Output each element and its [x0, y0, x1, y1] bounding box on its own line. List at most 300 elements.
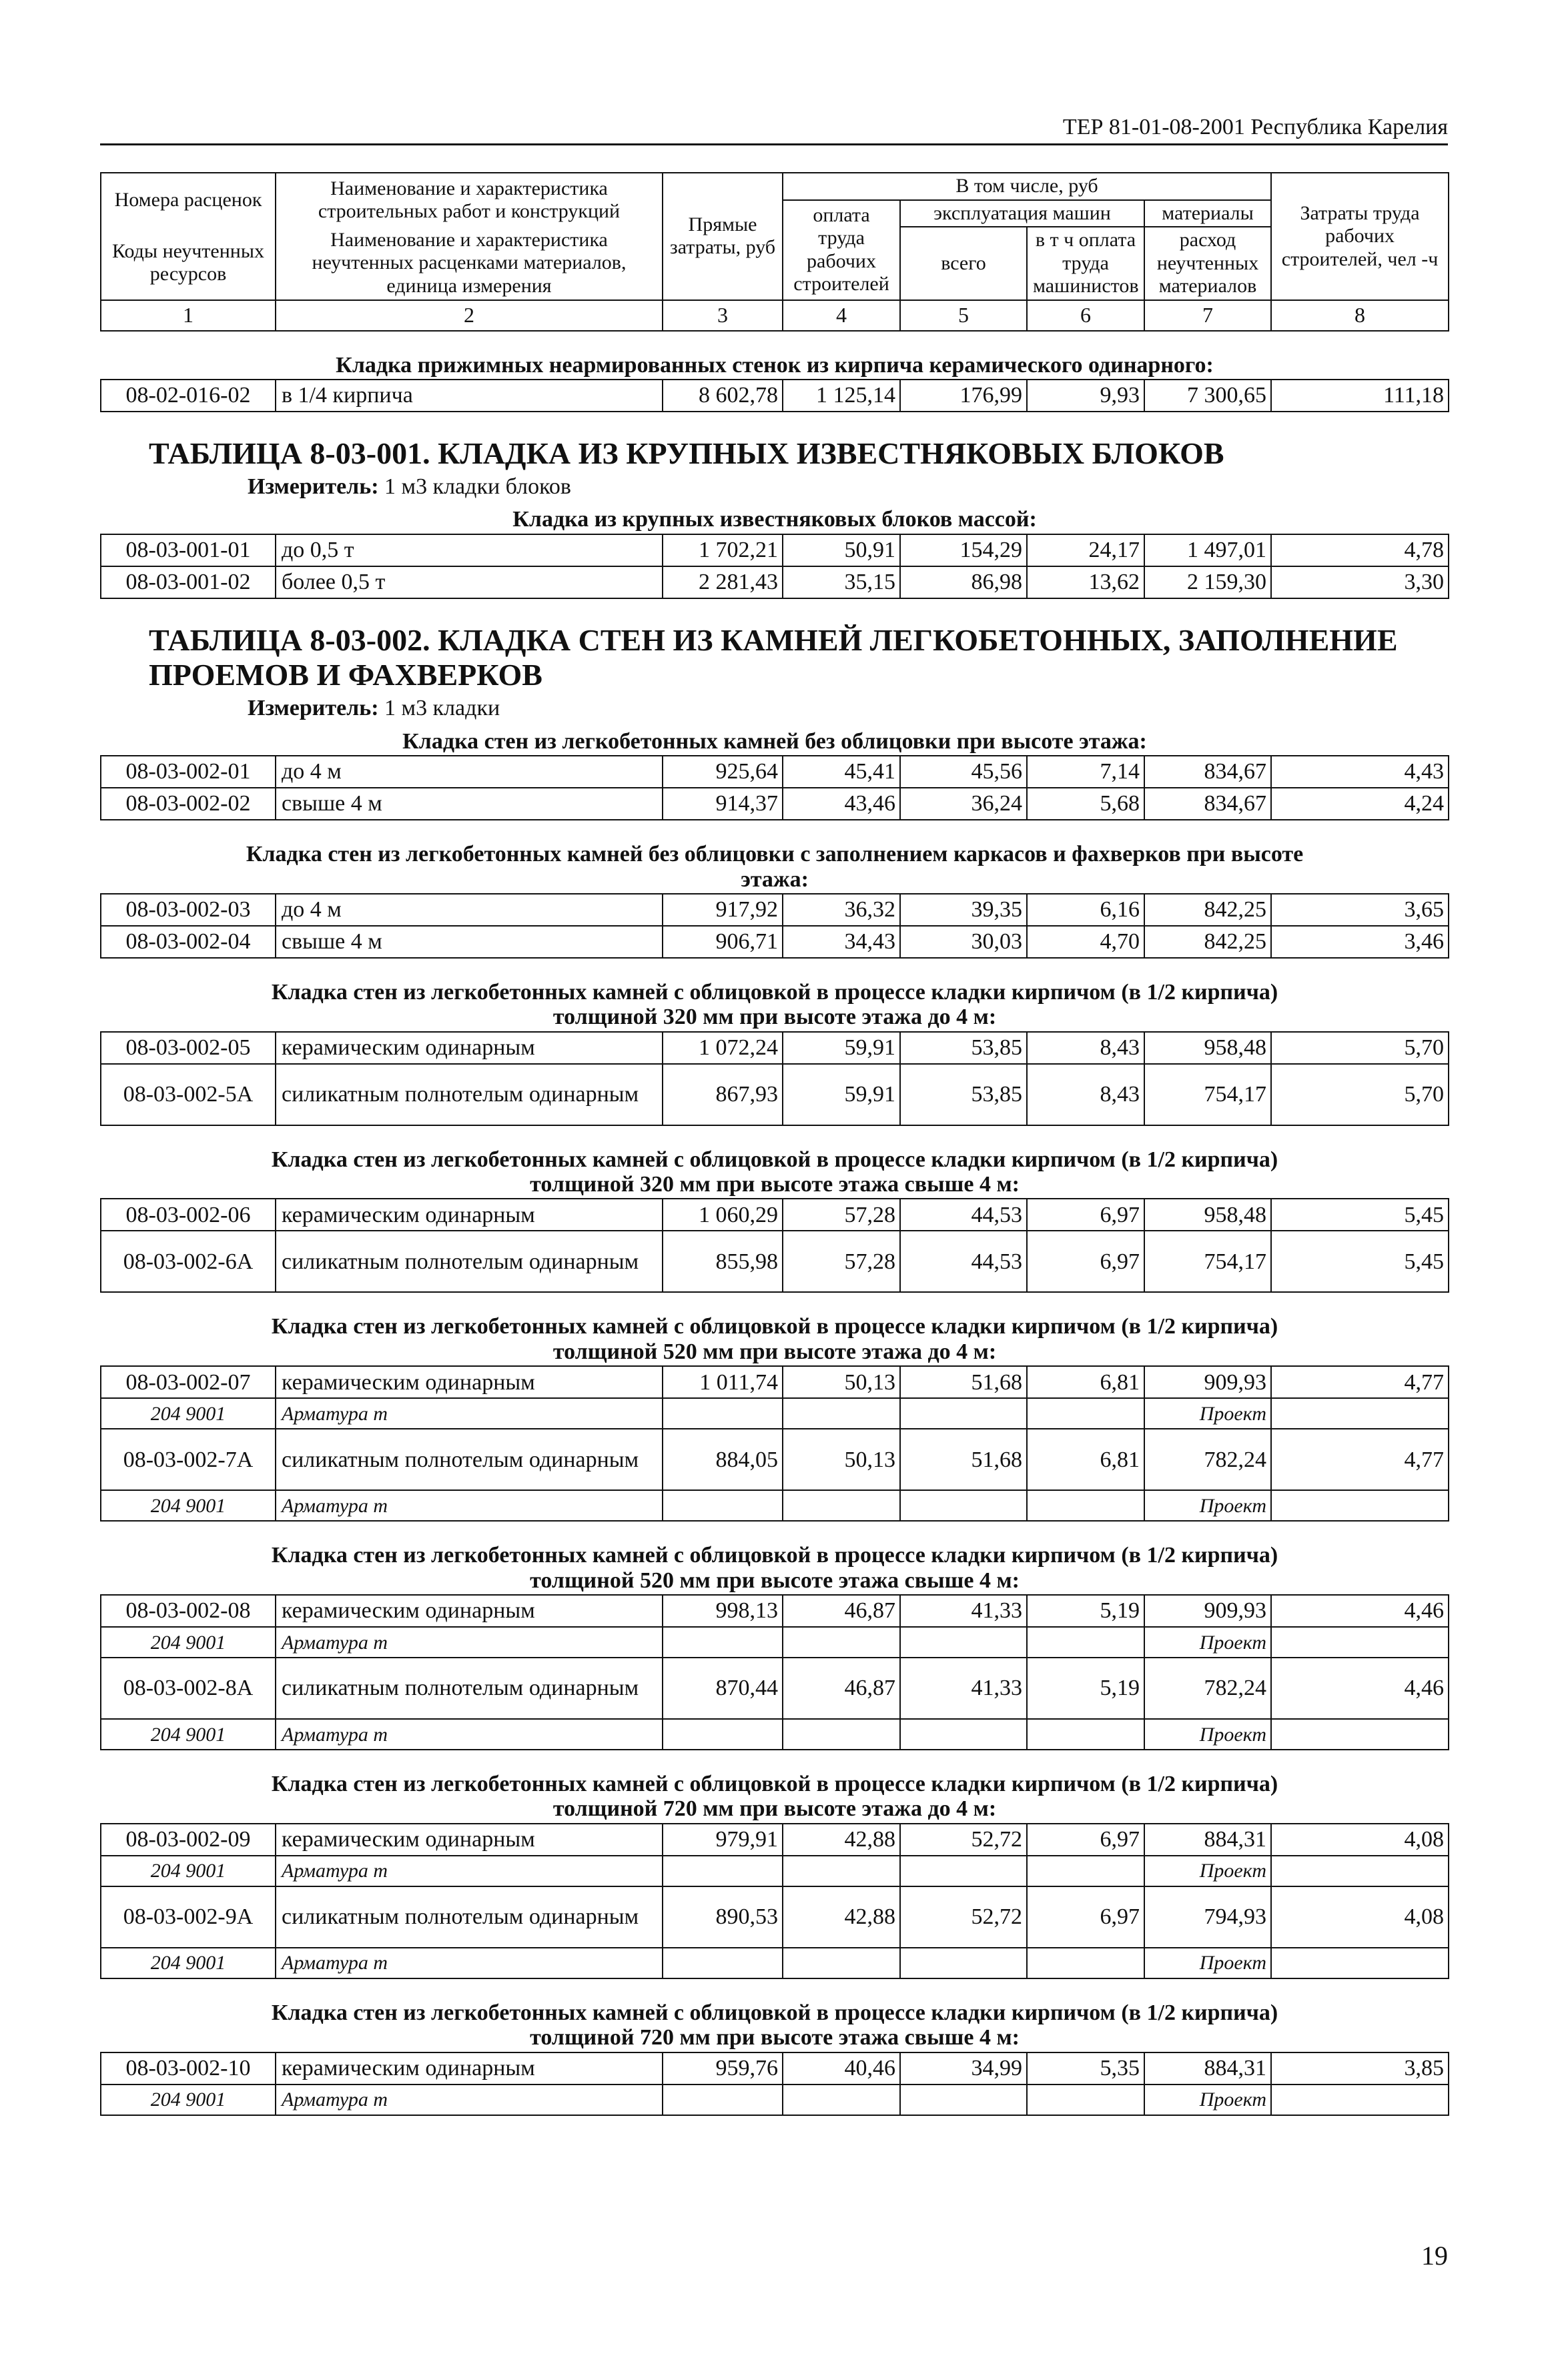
materials-cost: 7 300,65: [1144, 380, 1271, 412]
caption-line-2: толщиной 520 мм при высоте этажа свыше 4 м:: [530, 1568, 1020, 1593]
machines-total: 52,72: [900, 1824, 1027, 1856]
caption-line: Кладка стен из легкобетонных камней с облицовкой в процессе кладки кирпичом (в 1/2 кирпича): [271, 2000, 1278, 2025]
machines-total: 34,99: [900, 2052, 1027, 2085]
section-caption-row: [101, 725, 1449, 756]
empty-cell: [900, 1627, 1027, 1658]
work-name: силикатным полнотелым одинарным: [276, 1064, 663, 1125]
spacer: [101, 1750, 1449, 1768]
col-name-top: Наименование и характеристика строительных работ и конструкций: [276, 173, 663, 227]
table-row: [101, 1032, 1449, 1064]
machines-labor: 6,97: [1027, 1824, 1144, 1856]
rate-code: 08-03-001-01: [101, 534, 276, 566]
column-numbers-row: [101, 300, 1449, 331]
materials-cost: 842,25: [1144, 894, 1271, 926]
labor-pay: 59,91: [783, 1032, 900, 1064]
empty-cell: [783, 1948, 900, 1978]
labor-hours: 5,70: [1271, 1064, 1449, 1125]
caption-line: Кладка стен из легкобетонных камней с облицовкой в процессе кладки кирпичом (в 1/2 кирпича): [271, 1314, 1278, 1339]
resource-row: [101, 1398, 1449, 1429]
empty-cell: [1027, 2085, 1144, 2115]
col-num: 5: [900, 300, 1027, 331]
work-name: до 4 м: [276, 894, 663, 926]
empty-cell: [783, 1490, 900, 1521]
machines-labor: 24,17: [1027, 534, 1144, 566]
section-caption-row: [101, 349, 1449, 380]
table-title-row: [101, 430, 1449, 472]
rate-code: 08-03-002-04: [101, 926, 276, 958]
labor-hours: 5,70: [1271, 1032, 1449, 1064]
empty-cell: [663, 2085, 783, 2115]
labor-pay: 50,13: [783, 1366, 900, 1398]
table-title: ТАБЛИЦА 8-03-002. КЛАДКА СТЕН ИЗ КАМНЕЙ ЛЕГКОБЕТОННЫХ, ЗАПОЛНЕНИЕ ПРОЕМОВ И ФАХВЕРКОВ: [149, 622, 1398, 692]
direct-cost: 1 060,29: [663, 1199, 783, 1231]
section-caption: [101, 503, 1449, 534]
resource-name: Арматура т: [276, 1490, 663, 1521]
empty-cell: [1027, 1490, 1144, 1521]
machines-labor: 8,43: [1027, 1064, 1144, 1125]
spacer: [101, 598, 1449, 616]
work-name: керамическим одинарным: [276, 1366, 663, 1398]
empty-cell: [663, 1948, 783, 1978]
machines-labor: 5,19: [1027, 1595, 1144, 1627]
resource-materials: Проект: [1144, 1398, 1271, 1429]
rate-code: 08-03-002-6А: [101, 1231, 276, 1292]
machines-labor: 13,62: [1027, 566, 1144, 598]
resource-row: [101, 1719, 1449, 1750]
section-caption-row: [101, 1768, 1449, 1824]
col-labor-pay: оплата труда рабочих строителей: [783, 200, 900, 300]
materials-cost: 834,67: [1144, 756, 1271, 788]
resource-name: Арматура т: [276, 1719, 663, 1750]
labor-hours: 3,65: [1271, 894, 1449, 926]
machines-labor: 6,81: [1027, 1366, 1144, 1398]
machines-total: 39,35: [900, 894, 1027, 926]
resource-materials: Проект: [1144, 2085, 1271, 2115]
spacer: [101, 1978, 1449, 1996]
direct-cost: 1 011,74: [663, 1366, 783, 1398]
table-row: [101, 1231, 1449, 1292]
table-title-row: [101, 616, 1449, 694]
labor-hours: 3,85: [1271, 2052, 1449, 2085]
machines-labor: 8,43: [1027, 1032, 1144, 1064]
caption-line-2: толщиной 720 мм при высоте этажа до 4 м:: [552, 1796, 997, 1822]
header-rule: [100, 143, 1448, 145]
col-incl-group: В том числе, руб: [783, 173, 1271, 200]
rate-code: 08-03-002-7А: [101, 1429, 276, 1490]
work-name: силикатным полнотелым одинарным: [276, 1886, 663, 1948]
rate-code: 08-03-002-5А: [101, 1064, 276, 1125]
table-title: ТАБЛИЦА 8-03-001. КЛАДКА ИЗ КРУПНЫХ ИЗВЕСТНЯКОВЫХ БЛОКОВ: [149, 436, 1224, 470]
col-num: 8: [1271, 300, 1449, 331]
col-num: 3: [663, 300, 783, 331]
spacer-row: [101, 331, 1449, 349]
section-caption-row: [101, 976, 1449, 1032]
labor-pay: 1 125,14: [783, 380, 900, 412]
resource-code: 204 9001: [101, 1398, 276, 1429]
machines-labor: 7,14: [1027, 756, 1144, 788]
table-row: [101, 1199, 1449, 1231]
table-row: [101, 534, 1449, 566]
spacer: [101, 412, 1449, 430]
labor-pay: 57,28: [783, 1231, 900, 1292]
resource-materials: Проект: [1144, 1627, 1271, 1658]
materials-cost: 782,24: [1144, 1658, 1271, 1719]
empty-cell: [1271, 1856, 1449, 1886]
machines-labor: 6,97: [1027, 1886, 1144, 1948]
spacer: [101, 1292, 1449, 1310]
rate-code: 08-03-002-09: [101, 1824, 276, 1856]
section-caption-row: [101, 1143, 1449, 1199]
materials-cost: 782,24: [1144, 1429, 1271, 1490]
labor-hours: 5,45: [1271, 1199, 1449, 1231]
labor-pay: 42,88: [783, 1886, 900, 1948]
labor-pay: 34,43: [783, 926, 900, 958]
materials-cost: 754,17: [1144, 1064, 1271, 1125]
meter-label: Измеритель:: [248, 474, 379, 499]
rate-code: 08-03-002-07: [101, 1366, 276, 1398]
spacer-row: [101, 958, 1449, 976]
section-caption: [101, 725, 1449, 756]
section-caption-row: [101, 503, 1449, 534]
table-row: [101, 2052, 1449, 2085]
empty-cell: [663, 1719, 783, 1750]
section-caption: [101, 1768, 1449, 1824]
labor-pay: 45,41: [783, 756, 900, 788]
resource-materials: Проект: [1144, 1948, 1271, 1978]
labor-pay: 40,46: [783, 2052, 900, 2085]
rate-code: 08-02-016-02: [101, 380, 276, 412]
meter-value: 1 м3 кладки блоков: [384, 474, 571, 499]
machines-total: 53,85: [900, 1032, 1027, 1064]
work-name: свыше 4 м: [276, 788, 663, 820]
table-row: [101, 1658, 1449, 1719]
caption-line-2: этажа:: [741, 866, 809, 892]
table-body: [101, 173, 1449, 2115]
table-row: [101, 1429, 1449, 1490]
col-machines: эксплуатация машин: [900, 200, 1144, 227]
resource-name: Арматура т: [276, 1627, 663, 1658]
empty-cell: [783, 1398, 900, 1429]
machines-labor: 5,35: [1027, 2052, 1144, 2085]
rate-code: 08-03-002-9А: [101, 1886, 276, 1948]
spacer: [101, 958, 1449, 976]
table-row: [101, 1064, 1449, 1125]
labor-pay: 50,13: [783, 1429, 900, 1490]
section-caption-row: [101, 1310, 1449, 1366]
caption-line: Кладка стен из легкобетонных камней без облицовки при высоте этажа:: [402, 728, 1147, 754]
machines-total: 51,68: [900, 1366, 1027, 1398]
empty-cell: [783, 1627, 900, 1658]
rate-code: 08-03-002-02: [101, 788, 276, 820]
work-name: силикатным полнотелым одинарным: [276, 1231, 663, 1292]
section-caption: [101, 1310, 1449, 1366]
work-name: керамическим одинарным: [276, 1824, 663, 1856]
work-name: до 4 м: [276, 756, 663, 788]
section-caption-row: [101, 838, 1449, 894]
spacer-row: [101, 1521, 1449, 1539]
empty-cell: [783, 1719, 900, 1750]
labor-hours: 111,18: [1271, 380, 1449, 412]
meter: [101, 693, 1449, 724]
caption-line: Кладка стен из легкобетонных камней с облицовкой в процессе кладки кирпичом (в 1/2 кирпича): [271, 1543, 1278, 1568]
meter-row: [101, 693, 1449, 724]
work-name: более 0,5 т: [276, 566, 663, 598]
table-row: [101, 1824, 1449, 1856]
empty-cell: [663, 1856, 783, 1886]
table-row: [101, 1595, 1449, 1627]
work-name: силикатным полнотелым одинарным: [276, 1658, 663, 1719]
work-name: силикатным полнотелым одинарным: [276, 1429, 663, 1490]
rate-code: 08-03-002-03: [101, 894, 276, 926]
caption-line: Кладка стен из легкобетонных камней с облицовкой в процессе кладки кирпичом (в 1/2 кирпича): [271, 1147, 1278, 1172]
rate-code: 08-03-002-8А: [101, 1658, 276, 1719]
materials-cost: 909,93: [1144, 1366, 1271, 1398]
work-name: керамическим одинарным: [276, 2052, 663, 2085]
caption-line-2: толщиной 520 мм при высоте этажа до 4 м:: [552, 1339, 997, 1364]
meter-row: [101, 472, 1449, 503]
materials-cost: 884,31: [1144, 1824, 1271, 1856]
labor-hours: 4,78: [1271, 534, 1449, 566]
materials-cost: 958,48: [1144, 1199, 1271, 1231]
section-caption: [101, 1996, 1449, 2052]
work-name: в 1/4 кирпича: [276, 380, 663, 412]
section-caption: [101, 1143, 1449, 1199]
labor-hours: 4,77: [1271, 1429, 1449, 1490]
work-name: до 0,5 т: [276, 534, 663, 566]
col-num: 4: [783, 300, 900, 331]
work-name: свыше 4 м: [276, 926, 663, 958]
machines-total: 51,68: [900, 1429, 1027, 1490]
rate-code: 08-03-002-10: [101, 2052, 276, 2085]
empty-cell: [1271, 1948, 1449, 1978]
work-name: керамическим одинарным: [276, 1595, 663, 1627]
direct-cost: 925,64: [663, 756, 783, 788]
table-row: [101, 1886, 1449, 1948]
direct-cost: 8 602,78: [663, 380, 783, 412]
materials-cost: 834,67: [1144, 788, 1271, 820]
labor-pay: 42,88: [783, 1824, 900, 1856]
machines-labor: 6,97: [1027, 1199, 1144, 1231]
machines-total: 44,53: [900, 1231, 1027, 1292]
spacer-row: [101, 820, 1449, 838]
machines-total: 52,72: [900, 1886, 1027, 1948]
materials-cost: 909,93: [1144, 1595, 1271, 1627]
direct-cost: 890,53: [663, 1886, 783, 1948]
resource-name: Арматура т: [276, 2085, 663, 2115]
materials-cost: 958,48: [1144, 1032, 1271, 1064]
labor-hours: 4,08: [1271, 1824, 1449, 1856]
resource-row: [101, 2085, 1449, 2115]
meter: [101, 472, 1449, 503]
labor-pay: 46,87: [783, 1595, 900, 1627]
empty-cell: [1027, 1627, 1144, 1658]
caption-line: Кладка стен из легкобетонных камней с облицовкой в процессе кладки кирпичом (в 1/2 кирпича): [271, 1772, 1278, 1797]
labor-pay: 50,91: [783, 534, 900, 566]
direct-cost: 867,93: [663, 1064, 783, 1125]
empty-cell: [1027, 1398, 1144, 1429]
col-materials: материалы: [1144, 200, 1271, 227]
spacer-row: [101, 1750, 1449, 1768]
spacer-row: [101, 598, 1449, 616]
empty-cell: [663, 1627, 783, 1658]
empty-cell: [663, 1490, 783, 1521]
rate-code: 08-03-001-02: [101, 566, 276, 598]
direct-cost: 914,37: [663, 788, 783, 820]
labor-hours: 4,77: [1271, 1366, 1449, 1398]
machines-total: 41,33: [900, 1658, 1027, 1719]
machines-total: 44,53: [900, 1199, 1027, 1231]
table-row: [101, 788, 1449, 820]
section-caption: [101, 838, 1449, 894]
labor-hours: 4,24: [1271, 788, 1449, 820]
empty-cell: [900, 2085, 1027, 2115]
rate-code: 08-03-002-01: [101, 756, 276, 788]
resource-code: 204 9001: [101, 1490, 276, 1521]
materials-cost: 842,25: [1144, 926, 1271, 958]
resource-row: [101, 1490, 1449, 1521]
col-num: 2: [276, 300, 663, 331]
direct-cost: 959,76: [663, 2052, 783, 2085]
labor-hours: 4,46: [1271, 1595, 1449, 1627]
table-row: [101, 926, 1449, 958]
machines-labor: 6,81: [1027, 1429, 1144, 1490]
machines-total: 45,56: [900, 756, 1027, 788]
machines-total: 36,24: [900, 788, 1027, 820]
empty-cell: [1271, 1490, 1449, 1521]
labor-hours: 3,30: [1271, 566, 1449, 598]
col-materials-unacc: расход неучтенных материалов: [1144, 227, 1271, 300]
empty-cell: [663, 1398, 783, 1429]
spacer-row: [101, 1978, 1449, 1996]
col-labor-cost: Затраты труда рабочих строителей, чел -ч: [1271, 173, 1449, 300]
col-name-bottom: Наименование и характеристика неучтенных расценками материалов, единица измерения: [276, 227, 663, 300]
table-row: [101, 894, 1449, 926]
resource-name: Арматура т: [276, 1398, 663, 1429]
resource-code: 204 9001: [101, 1856, 276, 1886]
direct-cost: 1 072,24: [663, 1032, 783, 1064]
direct-cost: 998,13: [663, 1595, 783, 1627]
materials-cost: 884,31: [1144, 2052, 1271, 2085]
resource-row: [101, 1948, 1449, 1978]
direct-cost: 917,92: [663, 894, 783, 926]
spacer: [101, 820, 1449, 838]
resource-row: [101, 1627, 1449, 1658]
empty-cell: [1271, 1627, 1449, 1658]
machines-total: 41,33: [900, 1595, 1027, 1627]
labor-pay: 35,15: [783, 566, 900, 598]
caption-line: Кладка прижимных неармированных стенок из кирпича керамического одинарного:: [336, 352, 1214, 378]
machines-labor: 9,93: [1027, 380, 1144, 412]
direct-cost: 906,71: [663, 926, 783, 958]
col-direct: Прямые затраты, руб: [663, 173, 783, 300]
resource-name: Арматура т: [276, 1948, 663, 1978]
machines-labor: 4,70: [1027, 926, 1144, 958]
spacer-row: [101, 1125, 1449, 1143]
labor-hours: 5,45: [1271, 1231, 1449, 1292]
table-row: [101, 756, 1449, 788]
empty-cell: [1027, 1719, 1144, 1750]
labor-pay: 43,46: [783, 788, 900, 820]
machines-labor: 6,97: [1027, 1231, 1144, 1292]
machines-total: 53,85: [900, 1064, 1027, 1125]
resource-code: 204 9001: [101, 2085, 276, 2115]
materials-cost: 794,93: [1144, 1886, 1271, 1948]
labor-hours: 3,46: [1271, 926, 1449, 958]
machines-total: 86,98: [900, 566, 1027, 598]
col-code-top: Номера расценок: [101, 173, 276, 227]
header-row-1: [101, 173, 1449, 200]
spacer: [101, 331, 1449, 349]
table-row: [101, 566, 1449, 598]
direct-cost: 870,44: [663, 1658, 783, 1719]
direct-cost: 2 281,43: [663, 566, 783, 598]
empty-cell: [1271, 2085, 1449, 2115]
meter-value: 1 м3 кладки: [384, 696, 500, 721]
col-num: 7: [1144, 300, 1271, 331]
machines-total: 30,03: [900, 926, 1027, 958]
section-caption-row: [101, 1996, 1449, 2052]
empty-cell: [783, 2085, 900, 2115]
labor-pay: 46,87: [783, 1658, 900, 1719]
direct-cost: 1 702,21: [663, 534, 783, 566]
section-caption: [101, 349, 1449, 380]
caption-line-2: толщиной 320 мм при высоте этажа до 4 м:: [552, 1005, 997, 1030]
empty-cell: [900, 1398, 1027, 1429]
materials-cost: 754,17: [1144, 1231, 1271, 1292]
resource-code: 204 9001: [101, 1948, 276, 1978]
empty-cell: [1271, 1398, 1449, 1429]
direct-cost: 884,05: [663, 1429, 783, 1490]
col-num: 1: [101, 300, 276, 331]
caption-line: Кладка стен из легкобетонных камней с облицовкой в процессе кладки кирпичом (в 1/2 кирпича): [271, 979, 1278, 1005]
resource-materials: Проект: [1144, 1719, 1271, 1750]
direct-cost: 855,98: [663, 1231, 783, 1292]
work-name: керамическим одинарным: [276, 1032, 663, 1064]
rates-table: [100, 172, 1449, 2116]
work-name: керамическим одинарным: [276, 1199, 663, 1231]
materials-cost: 1 497,01: [1144, 534, 1271, 566]
rate-code: 08-03-002-06: [101, 1199, 276, 1231]
resource-materials: Проект: [1144, 1856, 1271, 1886]
empty-cell: [900, 1490, 1027, 1521]
machines-total: 154,29: [900, 534, 1027, 566]
spacer: [101, 1125, 1449, 1143]
empty-cell: [900, 1719, 1027, 1750]
empty-cell: [1271, 1719, 1449, 1750]
caption-line-2: толщиной 320 мм при высоте этажа свыше 4 м:: [530, 1172, 1020, 1197]
rate-code: 08-03-002-08: [101, 1595, 276, 1627]
spacer-row: [101, 412, 1449, 430]
section-caption: [101, 976, 1449, 1032]
machines-labor: 5,19: [1027, 1658, 1144, 1719]
empty-cell: [1027, 1948, 1144, 1978]
running-header: ТЕР 81-01-08-2001 Республика Карелия: [1062, 115, 1448, 139]
rate-code: 08-03-002-05: [101, 1032, 276, 1064]
table-row: [101, 380, 1449, 412]
spacer-row: [101, 1292, 1449, 1310]
caption-line-2: толщиной 720 мм при высоте этажа свыше 4 м:: [530, 2025, 1020, 2050]
labor-hours: 4,46: [1271, 1658, 1449, 1719]
labor-pay: 36,32: [783, 894, 900, 926]
resource-row: [101, 1856, 1449, 1886]
labor-pay: 57,28: [783, 1199, 900, 1231]
meter-label: Измеритель:: [248, 696, 379, 721]
col-code-bottom: Коды неучтенных ресурсов: [101, 227, 276, 300]
section-caption-row: [101, 1539, 1449, 1595]
labor-hours: 4,43: [1271, 756, 1449, 788]
col-num: 6: [1027, 300, 1144, 331]
machines-total: 176,99: [900, 380, 1027, 412]
